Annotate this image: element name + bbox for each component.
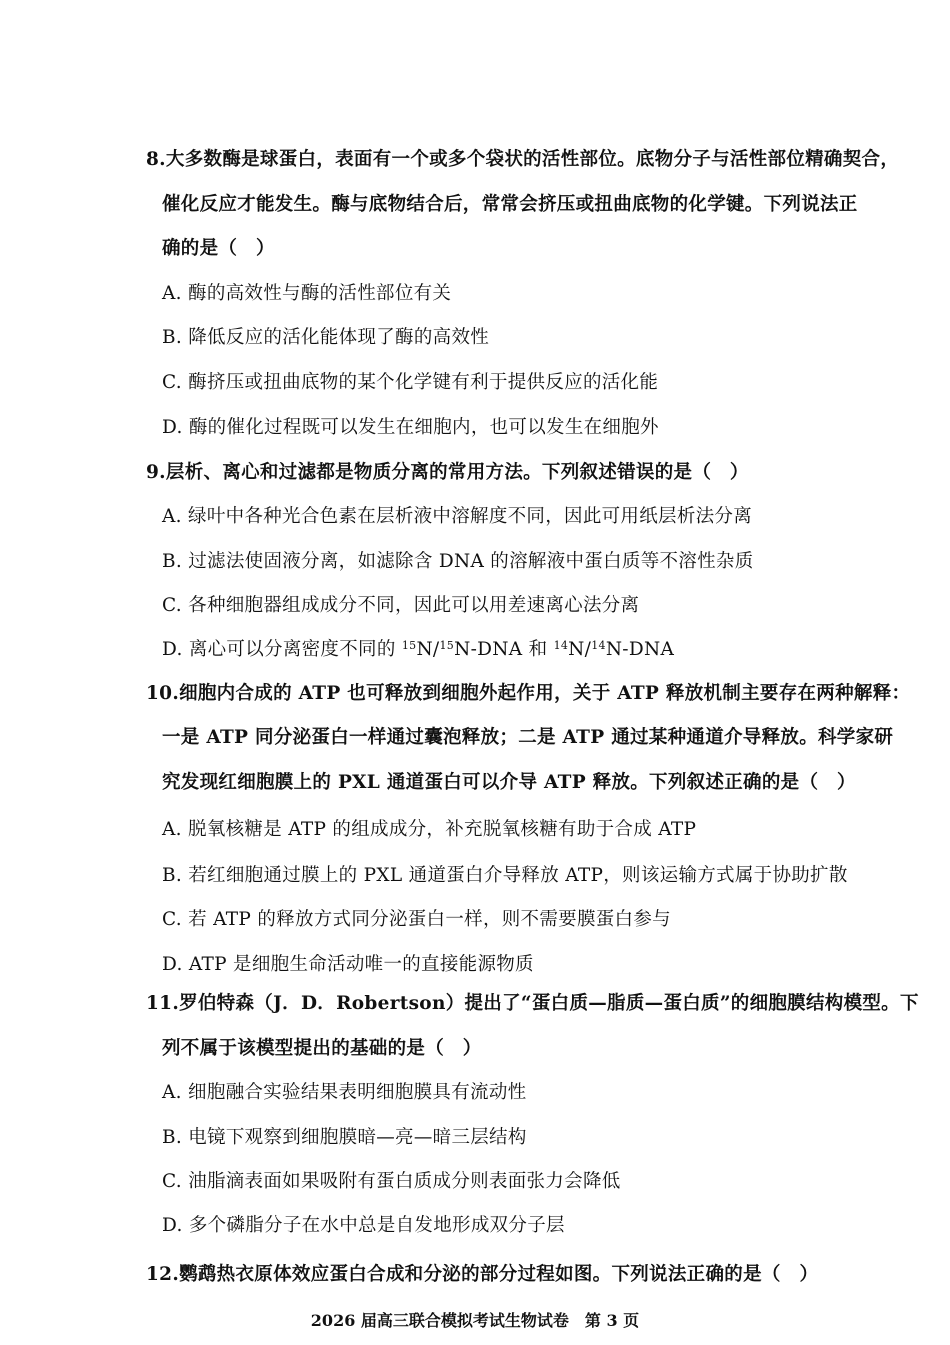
q10-stem-line-3: 究发现红细胞膜上的 PXL 通道蛋白可以介导 ATP 释放。下列叙述正确的是（ ）	[162, 772, 856, 793]
q8-stem-line-3: 确的是（ ）	[162, 238, 275, 259]
q9-option-d	[162, 638, 674, 662]
q9-option-c: C. 各种细胞器组成成分不同，因此可以用差速离心法分离	[162, 595, 640, 616]
q9-option-b: B. 过滤法使固液分离，如滤除含 DNA 的溶解液中蛋白质等不溶性杂质	[162, 551, 754, 572]
q10-option-b: B. 若红细胞通过膜上的 PXL 通道蛋白介导释放 ATP，则该运输方式属于协助扩散	[162, 865, 848, 886]
q9-option-d-mid-2: N-DNA 和	[454, 639, 554, 660]
q11-stem-line-1: 11.罗伯特森（J．D．Robertson）提出了“蛋白质—脂质—蛋白质”的细胞膜结构模型。下	[146, 993, 919, 1014]
q11-stem-line-2: 列不属于该模型提出的基础的是（ ）	[162, 1038, 482, 1059]
q9-option-d-mid-1: N/	[416, 639, 440, 660]
q11-option-b: B. 电镜下观察到细胞膜暗—亮—暗三层结构	[162, 1127, 527, 1148]
q8-stem-line-2: 催化反应才能发生。酶与底物结合后，常常会挤压或扭曲底物的化学键。下列说法正	[162, 194, 858, 215]
isotope-mass-3: 14	[553, 639, 569, 652]
q9-option-a: A. 绿叶中各种光合色素在层析液中溶解度不同，因此可用纸层析法分离	[162, 506, 753, 527]
q10-stem-line-1: 10.细胞内合成的 ATP 也可释放到细胞外起作用，关于 ATP 释放机制主要存在两种解释：	[146, 683, 911, 704]
q9-option-d-suffix: N-DNA	[605, 639, 675, 660]
q10-option-a: A. 脱氧核糖是 ATP 的组成成分，补充脱氧核糖有助于合成 ATP	[162, 819, 697, 840]
page-footer: 2026 届高三联合模拟考试生物试卷 第 3 页	[310, 1311, 640, 1330]
q9-stem-line-1: 9.层析、离心和过滤都是物质分离的常用方法。下列叙述错误的是（ ）	[146, 462, 749, 483]
q8-option-c: C. 酶挤压或扭曲底物的某个化学键有利于提供反应的活化能	[162, 372, 659, 393]
q11-option-d: D. 多个磷脂分子在水中总是自发地形成双分子层	[162, 1215, 565, 1236]
q11-option-c: C. 油脂滴表面如果吸附有蛋白质成分则表面张力会降低	[162, 1171, 621, 1192]
q8-stem-line-1: 8.大多数酶是球蛋白，表面有一个或多个袋状的活性部位。底物分子与活性部位精确契合，	[146, 149, 900, 170]
q9-option-d-mid-3: N/	[568, 639, 592, 660]
q8-option-a: A. 酶的高效性与酶的活性部位有关	[162, 283, 452, 304]
q10-stem-line-2: 一是 ATP 同分泌蛋白一样通过囊泡释放；二是 ATP 通过某种通道介导释放。科学家研	[162, 727, 894, 748]
q8-option-d: D. 酶的催化过程既可以发生在细胞内，也可以发生在细胞外	[162, 417, 659, 438]
q11-option-a: A. 细胞融合实验结果表明细胞膜具有流动性	[162, 1082, 527, 1103]
q9-option-d-prefix: D. 离心可以分离密度不同的	[162, 639, 402, 660]
isotope-mass-2: 15	[439, 639, 455, 652]
q12-stem-line-1: 12.鹦鹉热衣原体效应蛋白合成和分泌的部分过程如图。下列说法正确的是（ ）	[146, 1264, 819, 1285]
q8-option-b: B. 降低反应的活化能体现了酶的高效性	[162, 327, 490, 348]
isotope-mass-4: 14	[591, 639, 606, 652]
q10-option-d: D. ATP 是细胞生命活动唯一的直接能源物质	[162, 954, 534, 975]
isotope-mass-1: 15	[401, 639, 417, 652]
q10-option-c: C. 若 ATP 的释放方式同分泌蛋白一样，则不需要膜蛋白参与	[162, 909, 671, 930]
